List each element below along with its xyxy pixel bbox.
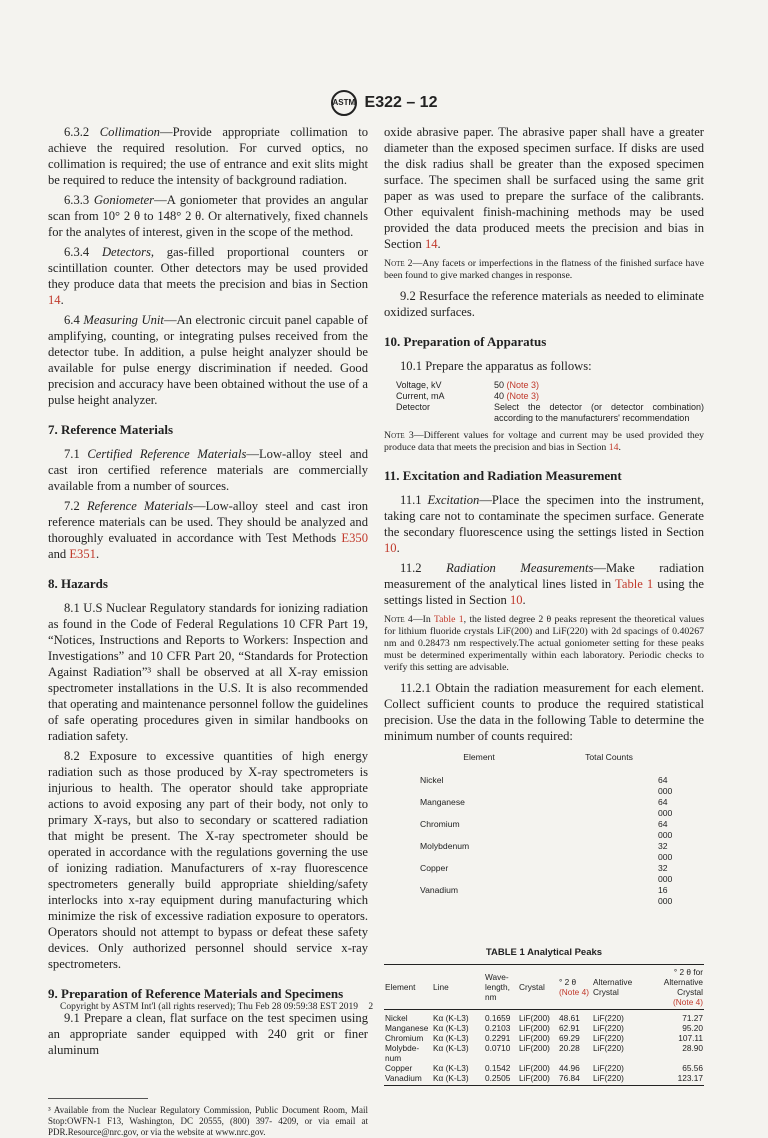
section-link[interactable]: 10 [384, 541, 397, 555]
table-row: Manganese Kα (K-L3) 0.2103 LiF(200) 62.91 LiF(220) 95.20 [385, 1023, 703, 1033]
table-row: Copper 32 000 [420, 863, 673, 884]
setting-value: 40 (Note 3) [494, 391, 540, 401]
paragraph-9-1: 9.1 Prepare a clean, flat surface on the test specimen using an appropriate sander equipped with 240 grit or finer aluminum [48, 1011, 368, 1057]
page-header [0, 90, 768, 116]
left-column [48, 124, 368, 1138]
table-header-row: Element Line Wave-length, nm Crystal ° 2 θ (Note 4) Alternative Crystal ° 2 θ for Alternative Crystal (Note 4) [384, 965, 704, 1010]
setting-label: Current, mA [396, 391, 445, 401]
note-link[interactable]: (Note 3) [506, 391, 540, 401]
standard-link-e351[interactable]: E351 [69, 547, 96, 561]
standard-link-e350[interactable]: E350 [341, 531, 368, 545]
apparatus-settings [396, 380, 704, 424]
paragraph-8-1: 8.1 U.S Nuclear Regulatory standards for ionizing radiation as found in the Code of Federal Regulations 10 CFR Part 19, “Notices, Instructions and Reports to Workers: Inspection and Investigations” and 10 CFR Part 20, “Standards for Protection Against Radiation”³ shall be observed at all X-ray emission spectrometer installations in the U.S. It is also recommended that operating and maintenance personnel follow the guidelines of safe operating procedures given in similar handbooks on radiation safety. [48, 601, 368, 743]
table-row: Chromium 64 000 [420, 819, 673, 840]
footnote-divider [48, 1098, 148, 1099]
paragraph-8-2: 8.2 Exposure to excessive quantities of high energy radiation such as those produced by X-ray spectrometers is injurious to health. The operator should take appropriate actions to avoid exposing any part of their body, not only to primary X-rays, but also to secondary or scattered radiation that might be present. The X-ray spectrometer should be operated in accordance with the regulations governing the use of ionizing radiation. Manufacturers of x-ray fluorescence spectrometers generally build appropriate shielding/safety interlocks into x-ray equipment during manufacturing which minimize the risk of excessive radiation exposure to operators. Operators should not attempt to bypass or defeat these safety devices. Only authorized personnel should service x-ray spectrometers. [48, 749, 368, 971]
astm-logo: ASTM [331, 90, 357, 116]
paragraph-9-2: 9.2 Resurface the reference materials as needed to eliminate oxidized surfaces. [384, 289, 704, 319]
setting-value: 50 (Note 3) [494, 380, 540, 390]
note-2: Note 2—Any facets or imperfections in the flatness of the finished surface have been found to give marked changes in response. [384, 258, 705, 281]
section-link[interactable]: 10 [509, 593, 523, 607]
section-link[interactable]: 14 [608, 442, 619, 453]
counts-table-header: Element Total Counts [463, 752, 633, 762]
note-link[interactable]: (Note 3) [506, 380, 540, 390]
table-1-title: TABLE 1 Analytical Peaks [485, 947, 603, 958]
document-id: E322 – 12 [364, 94, 438, 111]
note-link[interactable]: (Note 4) [673, 997, 703, 1007]
note-3: Note 3—Different values for voltage and current may be used provided they produce data that meets the precision and bias in Section 14. [384, 430, 705, 453]
counts-table [404, 752, 673, 907]
table-link[interactable]: Table 1 [615, 577, 654, 591]
analytical-peaks-table [384, 964, 704, 1086]
setting-label: Detector [396, 402, 431, 412]
paragraph-6-3-3: 6.3.3 Goniometer—A goniometer that provides an angular scan from 10° 2 θ to 148° 2 θ. Or alternatively, fixed channels for the analytes of interest, given in the scope of the method. [48, 193, 368, 239]
paragraph-6-3-2: 6.3.2 Collimation—Provide appropriate collimation to achieve the required resolution. For curved optics, no collimation is required; the use of entrance and exit slits might be required to reduce the intensity of background radiation. [48, 125, 368, 187]
setting-label: Voltage, kV [396, 380, 442, 390]
table-row: Molybdenum 32 000 [420, 841, 673, 862]
table-row: Molybde-num Kα (K-L3) 0.0710 LiF(200) 20.28 LiF(220) 28.90 [385, 1043, 703, 1063]
paragraph-11-1: 11.1 Excitation—Place the specimen into the instrument, taking care not to contaminate the specimen surface. Generate the secondary fluorescence using the settings listed in Section 10. [384, 493, 704, 555]
table-link[interactable]: Table 1 [433, 614, 464, 625]
section-10-heading: 10. Preparation of Apparatus [384, 334, 547, 349]
table-row: Chromium Kα (K-L3) 0.2291 LiF(200) 69.29 LiF(220) 107.11 [385, 1033, 703, 1043]
paragraph-11-2-1: 11.2.1 Obtain the radiation measurement for each element. Collect sufficient counts to produce the required statistical precision. Use the data in the following Table to determine the minimum number of counts required: [384, 681, 704, 743]
right-column [384, 124, 704, 1086]
paragraph-6-3-4: 6.3.4 Detectors, gas-filled proportional counters or scintillation counter. Other detectors may be used provided they produce data that meets the precision and bias in Section 14. [48, 245, 368, 307]
note-4: Note 4—In Table 1, the listed degree 2 θ peaks represent the theoretical values for lithium fluoride crystals LiF(200) and LiF(220) with 2d spacings of 0.40267 nm and 0.28473 nm respectively.The actual goniometer setting for these peaks must be determined experimentally within each laboratory. Periodic checks to verify this setting are advisable. [384, 614, 705, 673]
setting-value: Select the detector (or detector combination) according to the manufacturers' recommendation [494, 402, 704, 423]
section-9-heading: 9. Preparation of Reference Materials and Specimens [48, 986, 344, 1001]
paragraph-9-1-continued: oxide abrasive paper. The abrasive paper shall have a greater diameter than the exposed specimen surface. If disks are used the disk radius shall be greater than the exposed specimen surface. The specimen shall be surfaced using the same grit paper as was used to prepare the surface of the calibrants. Other equivalent finish-machining methods may be used provided the data produced meets the precision and bias in Section 14. [384, 125, 704, 251]
paragraph-10-1: 10.1 Prepare the apparatus as follows: [400, 359, 592, 373]
table-row: Vanadium Kα (K-L3) 0.2505 LiF(200) 76.84 LiF(220) 123.17 [384, 1073, 704, 1086]
note-link[interactable]: (Note 4) [559, 987, 589, 997]
table-row: Copper Kα (K-L3) 0.1542 LiF(200) 44.96 LiF(220) 65.56 [385, 1063, 703, 1073]
section-link[interactable]: 14 [424, 237, 438, 251]
table-row: Vanadium 16 000 [420, 885, 673, 906]
section-11-heading: 11. Excitation and Radiation Measurement [384, 468, 622, 483]
paragraph-7-1: 7.1 Certified Reference Materials—Low-alloy steel and cast iron certified reference materials are commercially available from a number of sources. [48, 447, 368, 493]
paragraph-7-2: 7.2 Reference Materials—Low-alloy steel and cast iron reference materials can be used. They should be analyzed and thoroughly evaluated in accordance with Test Methods E350 and E351. [48, 499, 368, 561]
table-row: Manganese 64 000 [420, 797, 673, 818]
footnote: ³ Available from the Nuclear Regulatory Commission, Public Document Room, Mail Stop:OWFN-1 F13, Washington, DC 20555, (800) 397- 4209, or via email at PDR.Resource@nrc.gov, or via the website at www.nrc.gov. [48, 1105, 368, 1137]
table-row: Nickel 64 000 [420, 775, 673, 796]
paragraph-11-2: 11.2 Radiation Measurements—Make radiation measurement of the analytical lines listed in Table 1 using the settings listed in Section 10. [384, 561, 705, 607]
page-number: 2 [368, 1002, 374, 1012]
section-7-heading: 7. Reference Materials [48, 422, 174, 437]
section-8-heading: 8. Hazards [48, 576, 108, 591]
section-link[interactable]: 14 [48, 293, 61, 307]
paragraph-6-4: 6.4 Measuring Unit—An electronic circuit panel capable of amplifying, counting, or integrating pulses received from the detector tube. In addition, a pulse height analyzer should be available for pulse energy discrimination if needed. Good precision and accuracy have been obtained without the use of a pulse height analyzer. [48, 313, 368, 407]
copyright-text: Copyright by ASTM Int'l (all rights reserved); Thu Feb 28 09:59:38 EST 2019 [60, 1002, 358, 1012]
table-row: Nickel Kα (K-L3) 0.1659 LiF(200) 48.61 LiF(220) 71.27 [385, 1013, 703, 1023]
page-footer [60, 1002, 373, 1012]
